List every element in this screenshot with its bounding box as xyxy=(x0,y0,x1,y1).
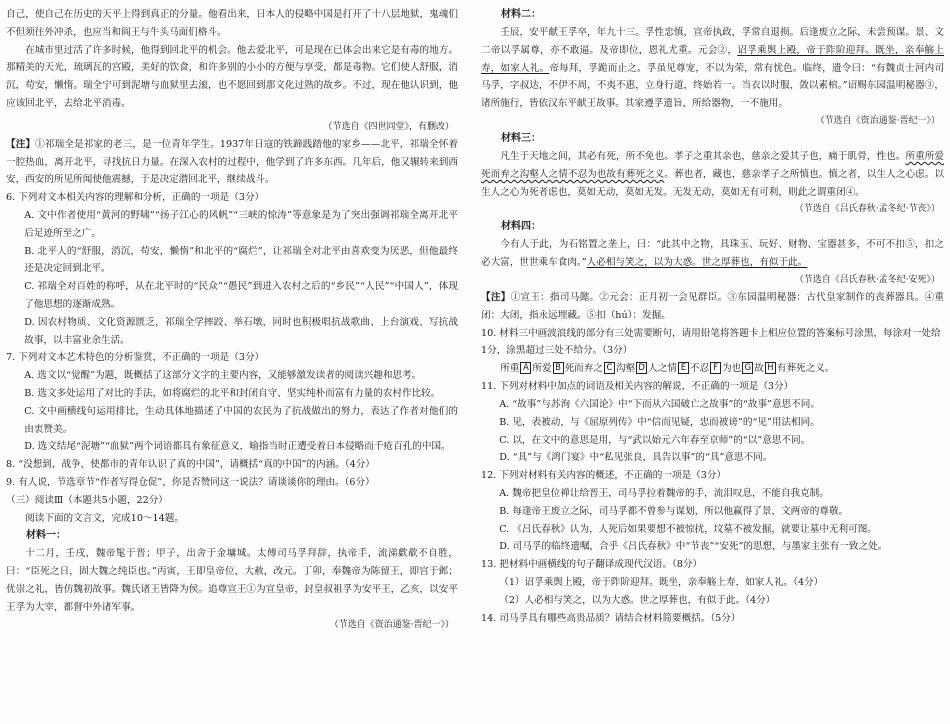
question-stem: 7. 下列对文本艺术特色的分析鉴赏，不正确的一项是（3分） xyxy=(6,352,265,364)
question-7 xyxy=(6,349,458,456)
passage-paragraph: 自己，使自己在历史的天平上得到真正的分量。他看出来，日本人的侵略中国是打开了十八层地狱，鬼魂们不但须往外冲杀，也应当和阎王与牛头马面们格斗。 xyxy=(6,9,458,38)
option-box-f[interactable]: F xyxy=(710,362,721,374)
material-2-text xyxy=(481,24,944,113)
option-d: D. 因农村物质、文化资源匮乏，祁瑞全学摔跤、举石墩，同时也积极唱抗战歌曲、上台演戏、写抗战故事，以丰富业余生活。 xyxy=(24,316,458,346)
option-box-g[interactable]: G xyxy=(742,362,753,374)
option-b: B. 见，表被动，与《屈原列传》中“信而见疑，忠而被谤”的“见”用法相同。 xyxy=(499,416,820,428)
material-2-title: 材料二： xyxy=(501,9,541,20)
question-9: 9. 有人说，节选章节“作者写得仓促”，你是否赞同这一说法？请谈谈你的理由。（6分） xyxy=(6,476,375,488)
section-heading: （三）阅读Ⅲ（本题共5小题，22分） xyxy=(6,494,168,506)
text-run: 不忍 xyxy=(689,363,710,375)
option-d: D. 司马孚的临终遗嘱，合乎《吕氏春秋》中“节丧”“安死”的思想，与墨家主张有一致之处。 xyxy=(499,541,888,553)
text-run: 为也 xyxy=(722,363,742,375)
option-d: D. “具”与《鸿门宴》中“私见张良，具告以事”的“具”意思不同。 xyxy=(499,452,773,464)
footnote-text: ①祁瑞全是祁家的老三，是一位青年学生。1937年日寇的铁蹄践踏他的家乡——北平，祁瑞全怀着一腔热血，离开北平，寻找抗日力量。在深入农村的过程中，他学到了许多东西。几年后，他又辗转来到西安，西安的所见所闻使他震撼，于是决定潜回北平，继续战斗。 xyxy=(6,138,459,186)
text-run: 所重 xyxy=(500,363,520,375)
material-1-text: 十二月，壬戌，魏帝髦于晋；甲子，出舍于金墉城。太傅司马孚拜辞，执帝手，流涕歔欷不自胜，曰：“臣死之日，固大魏之纯臣也。”丙寅，王即皇帝位，大赦，改元。丁卯，奉魏帝为陈留王，即宫于邺；优崇之礼，皆仿魏初故事。魏氏诸王皆降为侯。追尊宣王①为宣皇帝，封皇叔祖孚为安平王，乙亥，以安平王孚为大宰，都督中外诸军事。 xyxy=(6,548,458,613)
question-13: 13. 把材料中画横线的句子翻译成现代汉语。（8分） xyxy=(481,559,703,571)
right-column xyxy=(481,6,944,627)
text-run: 凡生于天地之间，其必有死，所不免也。孝子之重其亲也，慈亲之爱其子也，痛于肌骨，性也。 xyxy=(500,150,906,162)
question-11 xyxy=(481,378,944,467)
footnote-text: ①宣王：指司马懿。②元会：正月初一会见群臣。③东园温明秘器：古代皇家制作的丧葬器具。④重闭：大闭，指永远埋藏。⑤扣（hú）：发掘。 xyxy=(481,291,945,321)
option-c: C. 文中画横线句运用排比，生动具体地描述了中国的农民为了抗战做出的努力，表达了作者对他们的由衷赞美。 xyxy=(24,405,458,435)
text-run: 死而弃之 xyxy=(564,363,603,375)
option-b: B. 每逢帝王废立之际，司马孚都不曾参与谋划，所以他赢得了景、文两帝的尊敬。 xyxy=(499,505,849,517)
question-14: 14. 司马孚具有哪些高贵品质？请结合材料简要概括。（5分） xyxy=(481,612,741,624)
text-run: 帝每拜，孚跪而止之。孚虽见尊宠，不以为荣，常有忧色。临终，遗令曰：“有魏贞士河内司马孚，字叔达，不伊不周，不夷不惠，立身行道，终始若一。当衣以时服，敛以素棺。”诏赐东园温明秘器③，诸所施行，皆依汉东平献王故事。其家遵孚遗旨，所给器物，一不施用。 xyxy=(481,62,945,110)
wavy-underlined-sentence: 所重所爱死而弃之沟壑人之情不忍为也故有葬死之义 xyxy=(481,150,945,180)
text-run: 。葬也者，藏也，慈亲孝子之所慎也。慎之者，以生人之心虑。以生人之心为死者虑也，莫如无动，莫如无发。无发无动，莫如无有可利，则此之谓重闭④。 xyxy=(481,168,945,198)
text-run: 所爱 xyxy=(532,363,552,375)
option-box-b[interactable]: B xyxy=(553,362,564,374)
option-box-e[interactable]: E xyxy=(678,362,689,374)
text-run: 今有人于此，为石铭置之垄上，曰：“此其中之物，具珠玉、玩好、财物、宝器甚多，不可不扣⑤，扣之必大富，世世乘车食肉。” xyxy=(481,239,944,269)
question-stem: 6. 下列对文本相关内容的理解和分析，正确的一项是（3分） xyxy=(6,192,265,204)
source-citation: （节选自《吕氏春秋·孟冬纪·节丧》） xyxy=(794,204,940,215)
text-run: 故 xyxy=(754,363,764,375)
question-6 xyxy=(6,189,458,349)
option-a: A. 魏帝把皇位禅让给晋王，司马孚拉着魏帝的手，流泪叹息，不能自我克制。 xyxy=(499,487,829,499)
option-c: C. 以，在文中的意思是用，与“武以始元六年春至京师”的“以”意思不同。 xyxy=(499,434,811,446)
underlined-sentence: 人必相与笑之，以为大惑。世之厚葬也，有似于此。 xyxy=(586,257,808,269)
translation-item: （2）人必相与笑之，以为大惑。世之厚葬也，有似于此。（4分） xyxy=(499,594,776,606)
option-a: A. 选文以“觉醒”为题，既概括了这部分文字的主要内容，又能够激发读者的阅读兴趣和思考。 xyxy=(24,370,422,382)
option-c: C. 祁瑞全对百姓的称呼，从在北平时的“民众”“愚民”到进入农村之后的“乡民”“人民”“中国人”，体现了他思想的逐渐成熟。 xyxy=(24,281,458,310)
source-citation: （节选自《资治通鉴·晋纪一》） xyxy=(329,619,454,630)
text-run: 人之情 xyxy=(648,363,677,375)
text-run: 沟壑 xyxy=(615,363,636,375)
source-citation: （节选自《四世同堂》，有删改） xyxy=(323,121,454,132)
option-b: B. 选文多处运用了对比的手法，如将腐烂的北平和封闭自守、坚实纯朴而富有力量的农村作比较。 xyxy=(24,387,441,399)
material-4-text xyxy=(481,236,944,272)
footnote xyxy=(6,136,458,189)
question-stem: 11. 下列对材料中加点的词语及相关内容的解说，不正确的一项是（3分） xyxy=(481,381,794,393)
question-10: 10. 材料三中画波浪线的部分有三处需要断句，请用铅笔将答题卡上相应位置的答案标号涂黑，每涂对一处给1分，涂黑超过三处不给分。（3分） xyxy=(481,327,941,357)
material-3-title: 材料三： xyxy=(501,132,541,144)
underlined-sentence: 诏孚乘舆上殿，帝于阼阶迎拜。既坐，亲奉觞上寿，如家人礼。 xyxy=(481,44,945,74)
material-4-title: 材料四： xyxy=(501,221,541,233)
option-c: C. 《吕氏春秋》认为，人死后如果要想不被惊扰，坟墓不被发掘，就要让墓中无利可图。 xyxy=(499,523,877,535)
material-1-title: 材料一： xyxy=(26,530,66,542)
option-box-d[interactable]: D xyxy=(636,362,647,374)
reading-instruction: 阅读下面的文言文，完成10～14题。 xyxy=(25,512,184,524)
question-8: 8. “没想到，战争，使都市的青年认识了真的中国”，请概括“真的中国”的内涵。（4分） xyxy=(6,459,375,471)
translation-item: （1）诏孚乘舆上殿，帝于阼阶迎拜。既坐，亲奉觞上寿，如家人礼。（4分） xyxy=(499,576,824,588)
punctuation-options xyxy=(481,360,944,378)
option-box-h[interactable]: H xyxy=(765,362,776,374)
left-column xyxy=(6,6,458,634)
material-3-text xyxy=(481,148,944,201)
text-run: 壬辰，安平献王孚卒，年九十三。孚性忠慎，宣帝执政，孚常自退损。后逢废立之际，未尝预谋。景、文二帝以孚属尊，亦不敢逼。及帝即位，恩礼尤重。元会②， xyxy=(481,27,944,56)
option-b: B. 北平人的“舒服，消沉，苟安，懒惰”和北平的“腐烂”，让祁瑞全对北平由喜欢变为厌恶，但他最终还是决定回到北平。 xyxy=(24,245,458,275)
option-a: A. “故事”与苏洵《六国论》中“下而从六国破亡之故事”的“故事”意思不同。 xyxy=(499,398,820,410)
passage-paragraph: 在城市里过活了许多时候，他得到回北平的机会。他去爱北平，可是现在已体会出来它是有毒的地方。那精美的天光，琉璃瓦的宫殿，美好的饮食，和许多别的小小的方便与享受，都是毒物。它们使人舒服，消沉，苟安，懒惰。瑞全宁可到泥塘与血狱里去滚，也不愿回到那文化过熟的故乡。不过，现在他认识到，他应该回北平，去给北平消毒。 xyxy=(6,44,458,109)
source-citation: （节选自《资治通鉴·晋纪一》） xyxy=(815,115,940,126)
source-citation: （节选自《吕氏春秋·孟冬纪·安死》） xyxy=(794,274,940,285)
option-d: D. 选文结尾“泥塘”“血狱”两个词语都具有象征意义，喻指当时正遭受着日本侵略而千疮百孔的中国。 xyxy=(24,441,451,453)
text-run: 有葬死之义。 xyxy=(776,363,835,375)
question-12 xyxy=(481,467,944,556)
footnote xyxy=(481,289,944,325)
footnote-label: 【注】 xyxy=(6,138,36,150)
option-a: A. 文中作者使用“黄河的野啸”“扬子江心的风帆”“三峡的惊涛”等意象是为了突出强调祁瑞全离开北平后足迹所至之广。 xyxy=(24,209,458,239)
option-box-c[interactable]: C xyxy=(604,362,615,374)
option-box-a[interactable]: A xyxy=(520,362,531,374)
question-stem: 12. 下列对材料有关内容的概述，不正确的一项是（3分） xyxy=(481,470,727,482)
footnote-label: 【注】 xyxy=(481,291,511,303)
